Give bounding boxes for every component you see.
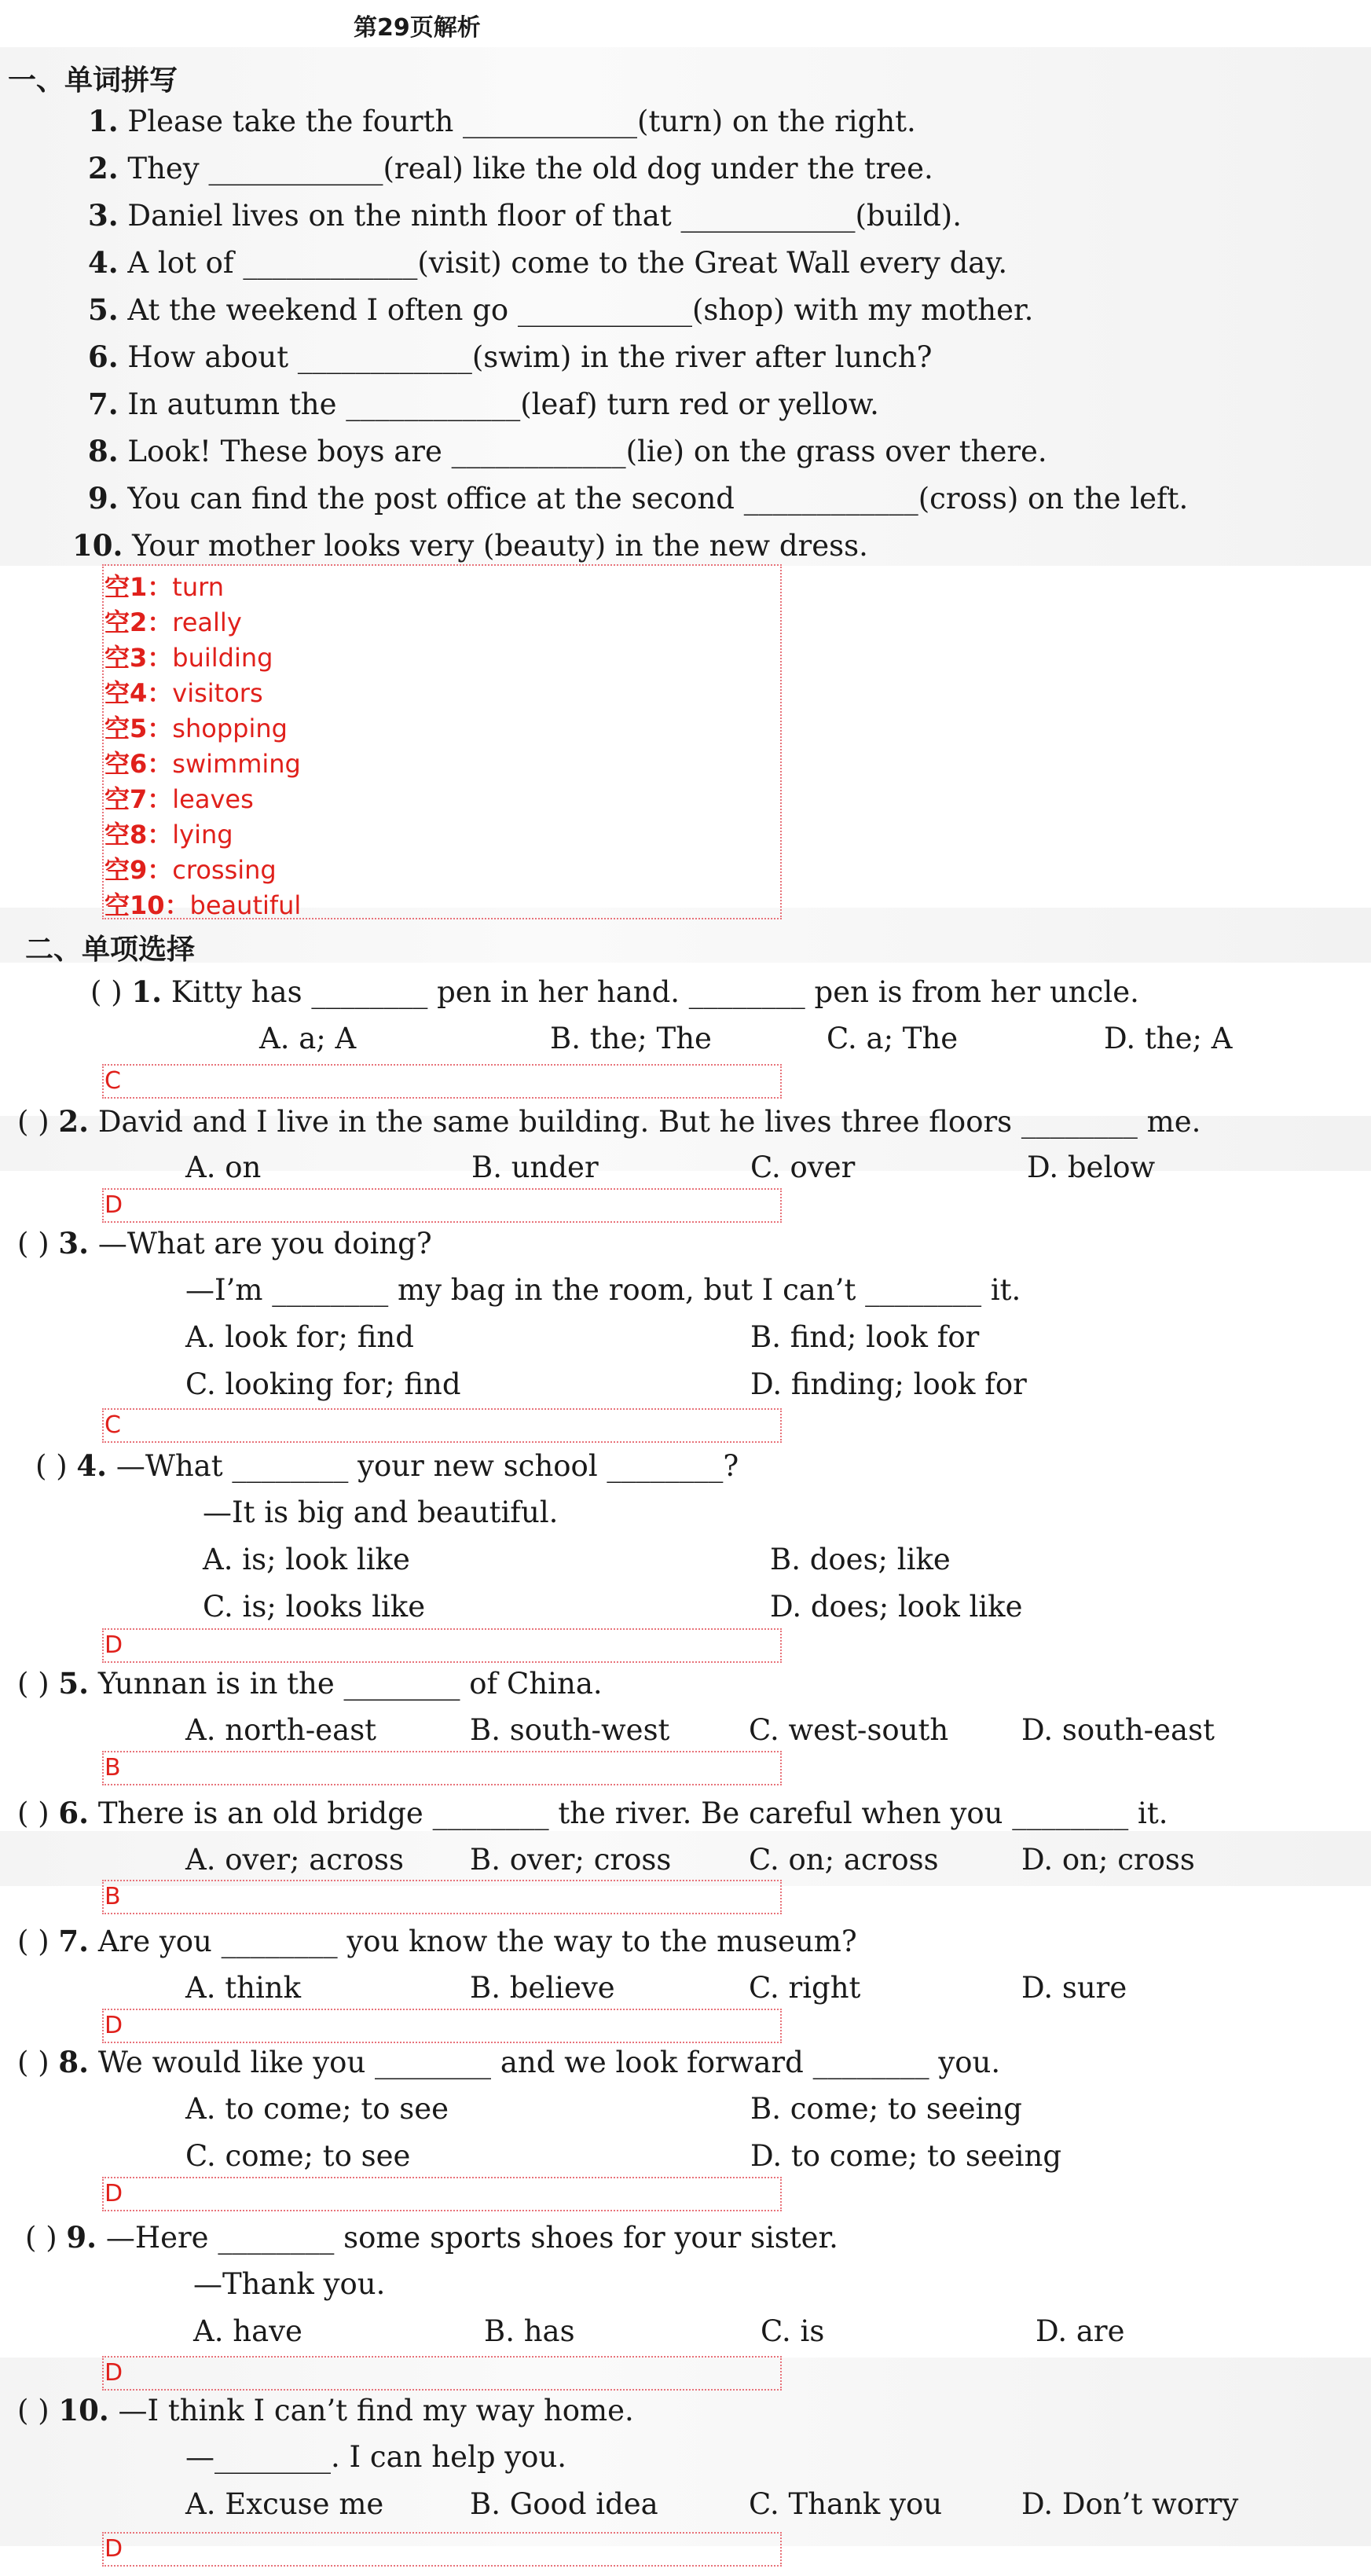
question-line: —Thank you. [193,2267,386,2301]
answer-box [102,2356,782,2391]
answer-box [102,1628,782,1663]
answer-letter: D [104,2012,123,2039]
choice-question: ( ) 9. —Here ________ some sports shoes for your sister. [25,2220,838,2255]
option: C. right [749,1971,861,2005]
answer-line: 空5：shopping [104,714,288,743]
answer-box [102,1188,782,1223]
option: D. to come; to seeing [750,2139,1062,2173]
option: D. below [1027,1150,1156,1184]
option: B. south-west [470,1713,670,1747]
option: C. west-south [749,1713,949,1747]
option: B. Good idea [470,2487,658,2521]
answer-line: 空2：really [104,607,242,637]
option: A. Excuse me [185,2487,384,2521]
choice-question: ( ) 5. Yunnan is in the ________ of China. [17,1666,603,1701]
option: A. have [193,2314,302,2348]
option: D. Don’t worry [1021,2487,1239,2521]
option: D. south-east [1021,1713,1215,1747]
answer-letter: D [104,2359,123,2387]
question-item: 3. Daniel lives on the ninth floor of that ____________(build). [88,198,962,233]
choice-question: ( ) 1. Kitty has ________ pen in her hand. ________ pen is from her uncle. [90,974,1139,1009]
option: C. is [761,2314,825,2348]
choice-question: ( ) 7. Are you ________ you know the way to the museum? [17,1924,857,1958]
option: B. come; to seeing [750,2092,1022,2126]
question-item: 1. Please take the fourth ____________(turn) on the right. [88,104,916,138]
option: A. a; A [259,1022,357,1055]
answer-box [102,1880,782,1914]
answer-letter: D [104,2180,123,2207]
section2-heading: 二、单项选择 [25,934,196,966]
question-item: 2. They ____________(real) like the old dog under the tree. [88,151,933,185]
answer-letter: C [104,1067,121,1095]
option: D. on; cross [1021,1843,1195,1877]
answer-letter: B [104,1754,121,1782]
answer-box [102,2177,782,2211]
question-item: 5. At the weekend I often go ____________(shop) with my mother. [88,292,1034,327]
option: A. north-east [185,1713,377,1747]
question-item: 10. Your mother looks very (beauty) in the new dress. [72,528,868,563]
option: A. look for; find [185,1320,414,1354]
section1-heading: 一、单词拼写 [8,64,178,97]
answer-line: 空10：beautiful [104,890,302,920]
option: D. finding; look for [750,1367,1027,1401]
choice-question: ( ) 4. —What ________ your new school ________? [35,1448,739,1483]
option: C. come; to see [185,2139,411,2173]
answer-box [102,1064,782,1099]
choice-question: ( ) 3. —What are you doing? [17,1226,432,1260]
answer-line: 空8：lying [104,820,233,849]
question-item: 4. A lot of ____________(visit) come to the Great Wall every day. [88,245,1008,280]
option: B. under [471,1150,599,1184]
answer-box [102,2009,782,2043]
question-item: 6. How about ____________(swim) in the river after lunch? [88,339,933,374]
option: C. Thank you [749,2487,943,2521]
option: B. does; like [770,1543,951,1576]
choice-question: ( ) 8. We would like you ________ and we look forward ________ you. [17,2045,1001,2079]
option: C. looking for; find [185,1367,461,1401]
answer-line: 空9：crossing [104,855,277,885]
option: B. believe [470,1971,615,2005]
option: A. is; look like [203,1543,410,1576]
answer-letter: B [104,1883,121,1910]
answer-box [102,2532,782,2567]
question-line: —It is big and beautiful. [203,1495,559,1529]
question-line: —________. I can help you. [185,2440,567,2474]
answer-line: 空6：swimming [104,749,301,779]
option: B. over; cross [470,1843,672,1877]
option: B. has [484,2314,575,2348]
question-item: 7. In autumn the ____________(leaf) turn red or yellow. [88,387,879,421]
option: B. the; The [550,1022,712,1055]
option: C. a; The [827,1022,959,1055]
question-item: 9. You can find the post office at the second ____________(cross) on the left. [88,481,1189,516]
option: D. are [1036,2314,1125,2348]
option: D. the; A [1104,1022,1233,1055]
answer-box [102,1408,782,1443]
choice-question: ( ) 6. There is an old bridge ________ the river. Be careful when you ________ it. [17,1796,1168,1830]
answer-line: 空3：building [104,643,273,673]
question-line: —I’m ________ my bag in the room, but I can’t ________ it. [185,1273,1021,1307]
option: D. does; look like [770,1590,1023,1624]
option: A. on [185,1150,262,1184]
answer-box [102,1751,782,1785]
option: C. is; looks like [203,1590,426,1624]
answer-letter: D [104,1631,123,1659]
answer-letter: D [104,2535,123,2563]
answer-letter: D [104,1191,123,1219]
option: A. to come; to see [185,2092,449,2126]
option: B. find; look for [750,1320,980,1354]
question-item: 8. Look! These boys are ____________(lie) on the grass over there. [88,434,1047,468]
answer-line: 空4：visitors [104,678,263,708]
answer-line: 空1：turn [104,572,224,602]
answer-letter: C [104,1411,121,1439]
option: D. sure [1021,1971,1127,2005]
option: A. think [185,1971,302,2005]
page-title: 第29页解析 [354,14,481,42]
option: C. on; across [749,1843,939,1877]
choice-question: ( ) 10. —I think I can’t find my way home. [17,2393,634,2427]
answer-line: 空7：leaves [104,784,254,814]
option: A. over; across [185,1843,404,1877]
option: C. over [750,1150,856,1184]
choice-question: ( ) 2. David and I live in the same building. But he lives three floors ________ me. [17,1104,1201,1139]
